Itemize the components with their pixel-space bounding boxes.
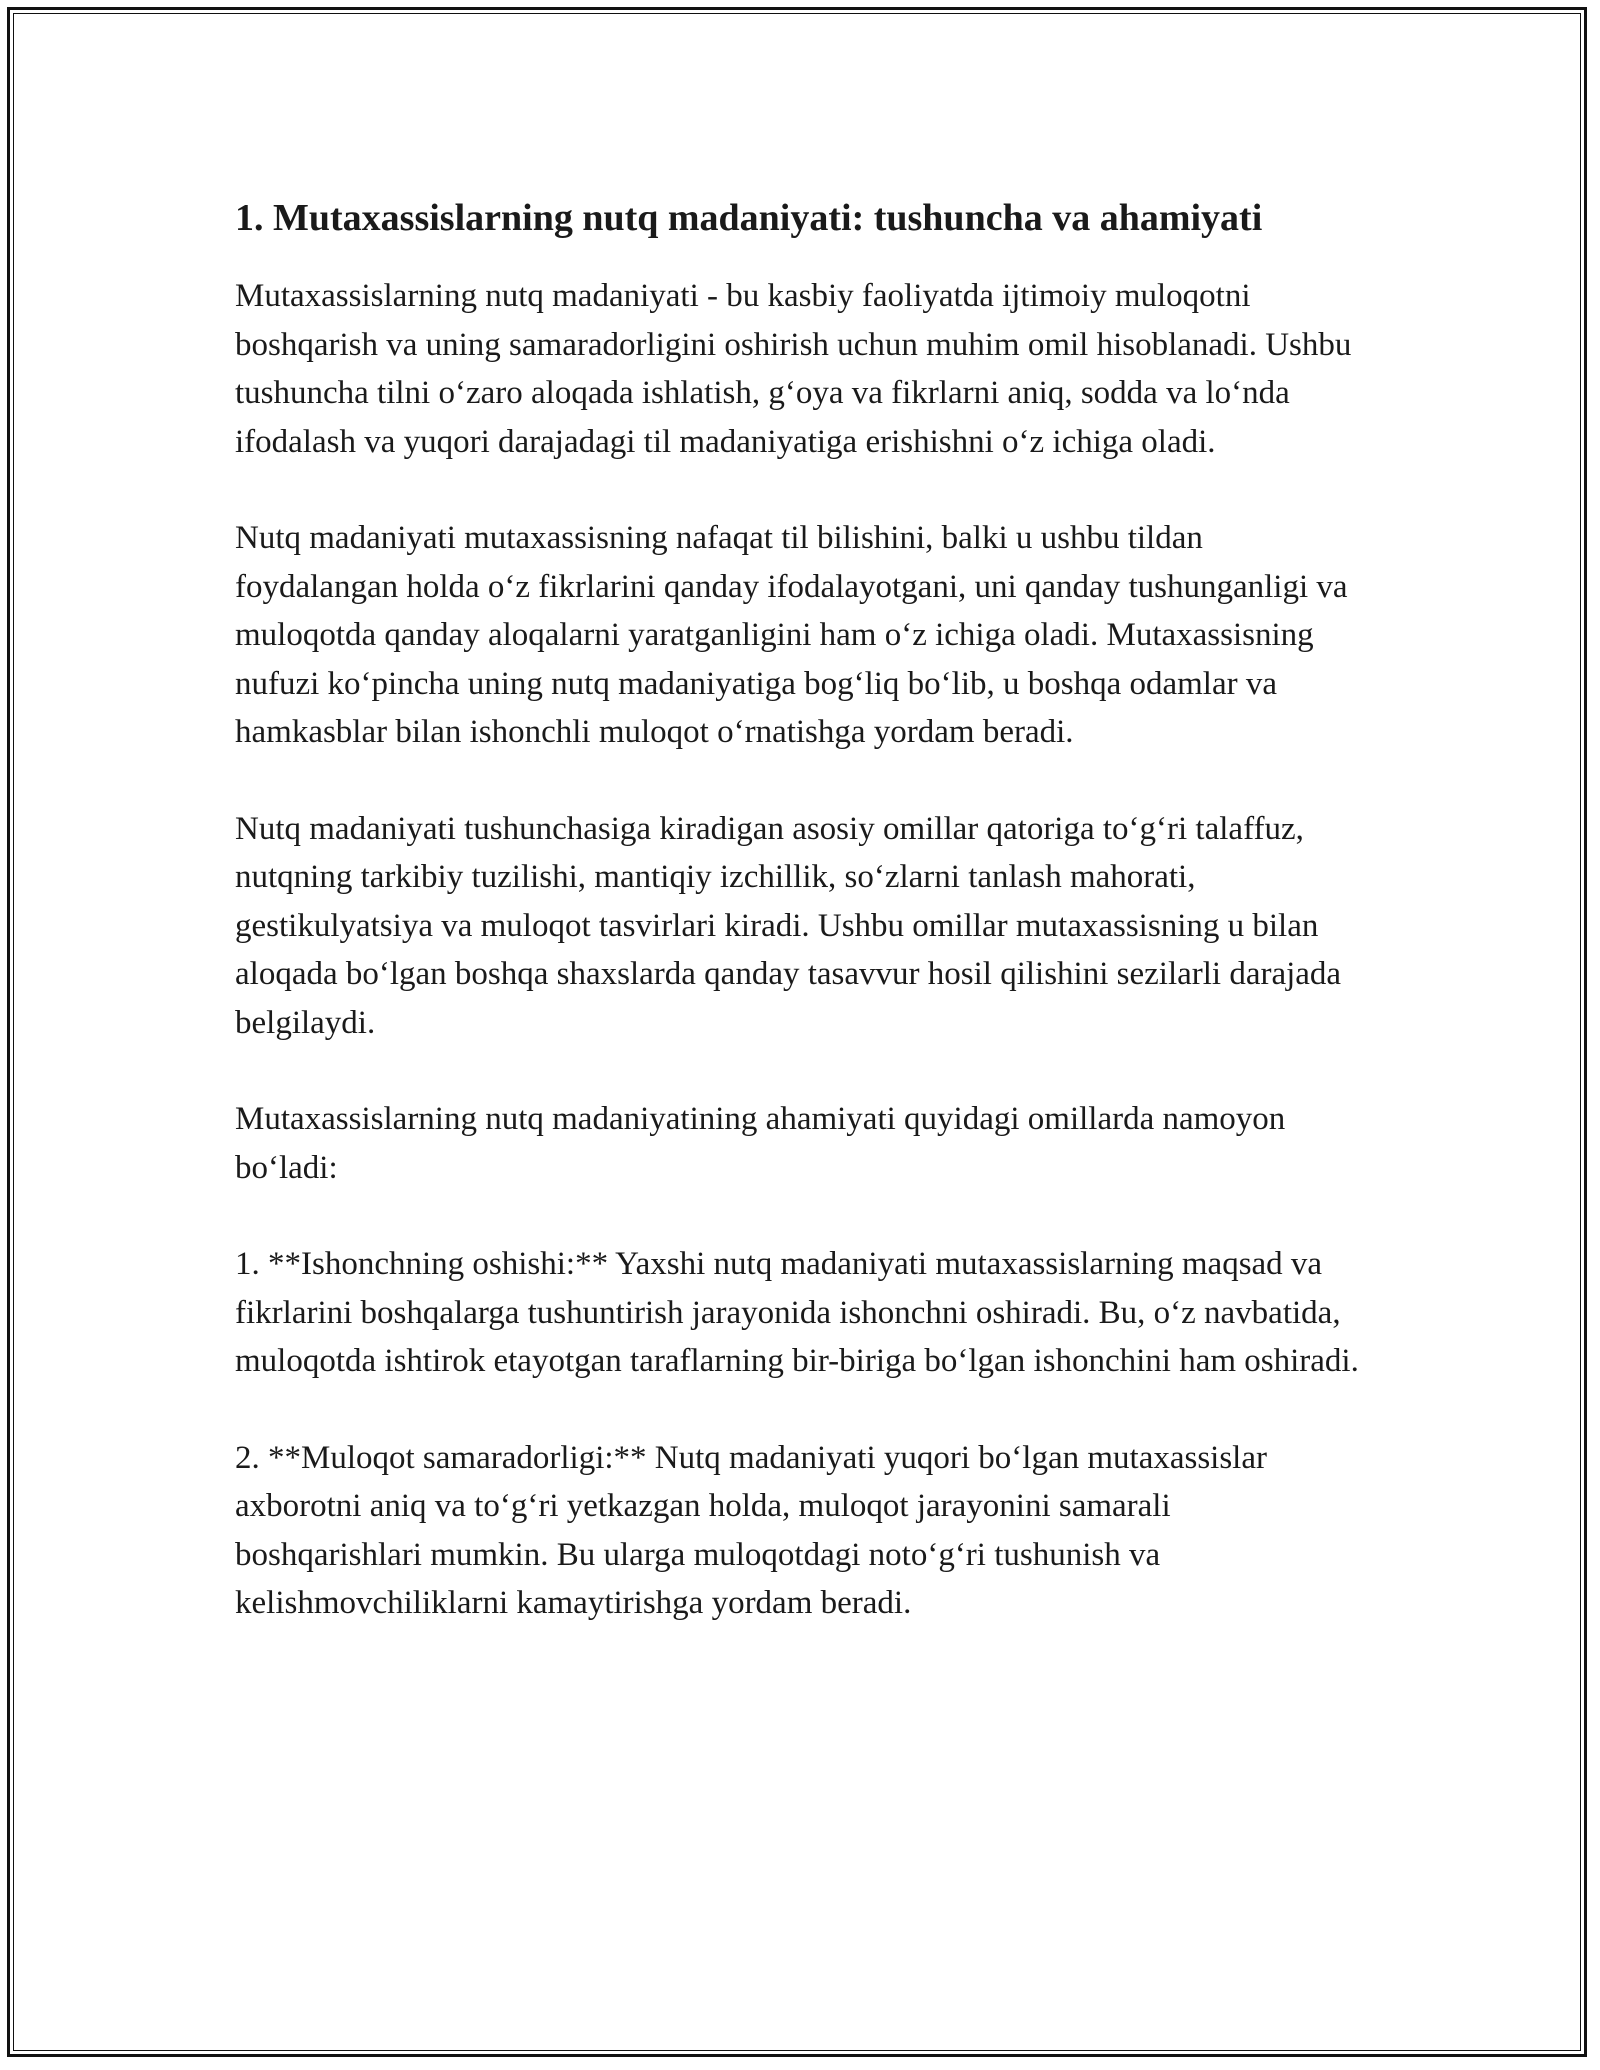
paragraph-1: Mutaxassislarning nutq madaniyati - bu kasbiy faoliyatda ijtimoiy muloqotni boshqarish va uning samaradorligini oshirish uchun muhim omil hisoblanadi. Ushbu tushuncha tilni o‘zaro aloqada ishlatish, g‘oya va fikrlarni aniq, sodda va lo‘nda ifodalash va yuqori darajadagi til madaniyatiga erishishni o‘z ichiga oladi. (235, 278, 1352, 460)
document-body (235, 190, 1365, 1628)
list-item-1: 1. **Ishonchning oshishi:** Yaxshi nutq madaniyati mutaxassislarning maqsad va fikrlarini boshqalarga tushuntirish jarayonida ishonchni oshiradi. Bu, o‘z navbatida, muloqotda ishtirok etayotgan taraflarning bir-biriga bo‘lgan ishonchini ham oshiradi. (235, 1246, 1359, 1379)
list-item-2: 2. **Muloqot samaradorligi:** Nutq madaniyati yuqori bo‘lgan mutaxassislar axborotni aniq va to‘g‘ri yetkazgan holda, muloqot jarayonini samarali boshqarishlari mumkin. Bu ularga muloqotdagi noto‘g‘ri tushunish va kelishmovchiliklarni kamaytirishga yordam beradi. (235, 1439, 1267, 1621)
paragraph-4: Mutaxassislarning nutq madaniyatining ahamiyati quyidagi omillarda namoyon bo‘ladi: (235, 1101, 1286, 1186)
paragraph-3: Nutq madaniyati tushunchasiga kiradigan asosiy omillar qatoriga to‘g‘ri talaffuz, nutqning tarkibiy tuzilishi, mantiqiy izchillik, so‘zlarni tanlash mahorati, gestikulyatsiya va muloqot tasvirlari kiradi. Ushbu omillar mutaxassisning u bilan aloqada bo‘lgan boshqa shaxslarda qanday tasavvur hosil qilishini sezilarli darajada belgilaydi. (235, 810, 1342, 1041)
paragraph-2: Nutq madaniyati mutaxassisning nafaqat til bilishini, balki u ushbu tildan foydalangan holda o‘z fikrlarini qanday ifodalayotgani, uni qanday tushunganligi va muloqotda qanday aloqalarni yaratganligini ham o‘z ichiga oladi. Mutaxassisning nufuzi ko‘pincha uning nutq madaniyatiga bog‘liq bo‘lib, u boshqa odamlar va hamkasblar bilan ishonchli muloqot o‘rnatishga yordam beradi. (235, 520, 1348, 750)
section-heading: 1. Mutaxassislarning nutq madaniyati: tushuncha va ahamiyati (235, 197, 1263, 239)
